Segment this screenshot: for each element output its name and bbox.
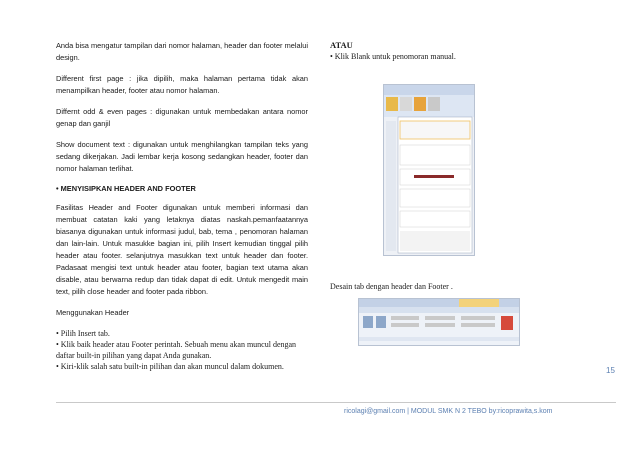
footer-divider [56, 402, 616, 403]
paragraph-intro: Anda bisa mengatur tampilan dari nomor halaman, header dan footer melalui design. [56, 41, 308, 62]
section-heading: • MENYISIPKAN HEADER AND FOOTER [56, 184, 196, 193]
step-item: • Kiri-klik salah satu built-in pilihan dan akan muncul dalam dokumen. [56, 362, 284, 371]
paragraph-header-footer: Fasilitas Header and Footer digunakan untuk memberi informasi dan membuat catatan kaki yang letaknya diatas naskah.pemanfaatannya biasanya digunakan untuk informasi judul, bab, tema , penomoran halaman dan lain-lain. Untuk masukke bagian ini, pilih Insert kemudian tinggal pilih header atau footer. selanjutnya masukkan text untuk header dan footer. Padasaat mengisi text untuk header atau footer, bagian text utama akan disable, atau berwarna redup dan tidak dapat di edit. Untuk mengedit main text, pilih close header and footer pada ribbon. [56, 203, 308, 296]
page-number: 15 [606, 366, 615, 375]
step-item: • Pilih Insert tab. [56, 329, 110, 338]
page-footer: ricolagi@gmail.com | MODUL SMK N 2 TEBO by:ricoprawita,s.kom [344, 408, 553, 415]
paragraph-odd-even: Differnt odd & even pages : digunakan untuk membedakan antara nomor genap dan ganjil [56, 107, 308, 128]
atau-heading: ATAU [330, 40, 353, 50]
paragraph-show-document-text: Show document text : digunakan untuk menghilangkan tampilan teks yang sedang dikerjakan. Jadi lembar kerja kosong sedangkan header, footer dan nomor halaman terlihat. [56, 140, 308, 173]
design-tab-caption: Desain tab dengan header dan Footer . [330, 282, 453, 291]
step-item: • Klik baik header atau Footer perintah. Sebuah menu akan muncul dengan daftar built-in pilihan yang dapat Anda gunakan. [56, 340, 297, 360]
design-ribbon-illustration [359, 299, 519, 345]
header-gallery-screenshot [383, 84, 475, 256]
header-gallery-illustration [384, 85, 474, 255]
right-column [330, 40, 590, 62]
left-column [56, 40, 308, 372]
paragraph-menggunakan-header: Menggunakan Header [56, 308, 130, 317]
klik-blank-text: • Klik Blank untuk penomoran manual. [330, 52, 456, 61]
paragraph-different-first-page: Different first page : jika dipilih, maka halaman pertama tidak akan menampilkan header, footer atau nomor halaman. [56, 74, 308, 95]
design-tab-screenshot [358, 298, 520, 346]
steps-list [56, 328, 308, 372]
